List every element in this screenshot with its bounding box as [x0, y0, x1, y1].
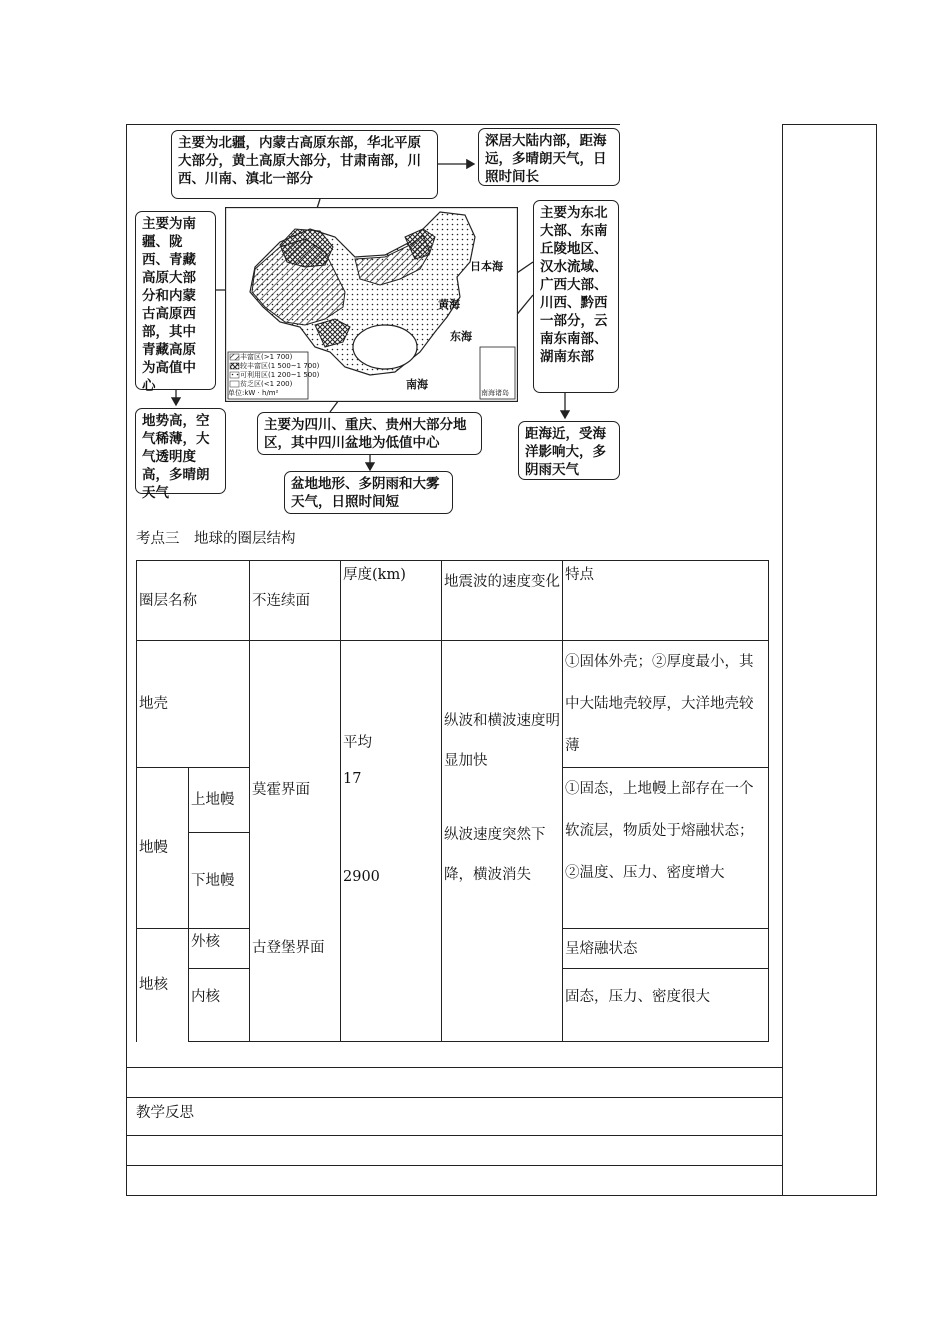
legend-item-usable: 可利用区(1 200~1 500) [240, 371, 320, 379]
wave-change-moho: 纵波和横波速度明显加快 [444, 713, 560, 769]
outer-core-feature: 呈熔融状态 [563, 929, 769, 969]
crust-feature: ①固体外壳；②厚度最小，其中大陆地壳较厚，大洋地壳较薄 [563, 641, 769, 768]
header-discontinuity: 不连续面 [250, 561, 341, 641]
box-right-region: 主要为东北大部、东南丘陵地区、汉水流域、广西大部、川西、黔西一部分，云南东南部、湖南东部 [533, 200, 619, 393]
header-wave-change: 地震波的速度变化 [442, 561, 563, 641]
moho-surface: 莫霍界面 [252, 782, 310, 798]
core-name: 地核 [137, 929, 189, 1042]
inner-core: 内核 [189, 969, 250, 1042]
legend-item-fairly-rich: 较丰富区(1 500~1 700) [240, 362, 320, 370]
discontinuity-column [250, 641, 341, 1042]
crust-name: 地壳 [137, 641, 250, 768]
box-bottom-region: 主要为四川、重庆、贵州大部分地区，其中四川盆地为低值中心 [257, 412, 482, 455]
box-left-region: 主要为南疆、陇西、青藏高原大部分和内蒙古高原西部，其中青藏高原为高值中心 [135, 211, 216, 390]
wave-change-gutenberg: 纵波速度突然下降，横波消失 [444, 827, 546, 883]
thickness-average-label: 平均 [343, 735, 372, 751]
mantle-name: 地幔 [137, 768, 189, 929]
box-top-region: 主要为北疆，内蒙古高原东部，华北平原大部分，黄土高原大部分，甘肃南部，川西、川南、滇北一部分 [171, 130, 438, 199]
thickness-column [341, 641, 442, 1042]
teaching-reflection-label: 教学反思 [136, 1105, 194, 1121]
frame-row-line-3 [126, 1135, 783, 1136]
legend-unit: 单位:kW · h/m² [228, 389, 279, 397]
header-feature: 特点 [563, 561, 769, 641]
inner-core-feature: 固态，压力、密度很大 [563, 969, 769, 1042]
upper-mantle: 上地幔 [189, 768, 250, 833]
legend-item-rich: 丰富区(>1 700) [240, 353, 293, 361]
outer-core: 外核 [189, 929, 250, 969]
mantle-feature: ①固态，上地幔上部存在一个软流层，物质处于熔融状态；②温度、压力、密度增大 [563, 768, 769, 929]
box-right-reason: 距海近，受海洋影响大，多阴雨天气 [518, 421, 620, 480]
header-thickness: 厚度(km) [341, 561, 442, 641]
box-top-right-reason: 深居大陆内部，距海远，多晴朗天气，日照时间长 [478, 128, 620, 186]
box-left-reason: 地势高，空气稀薄，大气透明度高，多晴朗天气 [135, 408, 226, 494]
gutenberg-surface: 古登堡界面 [252, 940, 325, 956]
frame-bottom-border [126, 1195, 877, 1196]
map-label-south-sea: 南海 [406, 378, 428, 391]
earth-layer-table [136, 560, 769, 1042]
header-layer-name: 圈层名称 [137, 561, 250, 641]
section-title: 考点三 地球的圈层结构 [136, 531, 296, 547]
thickness-average-value: 17 [343, 771, 362, 787]
map-label-sea-of-japan: 日本海 [470, 260, 503, 273]
thickness-2900: 2900 [343, 869, 380, 885]
map-label-east-sea: 东海 [450, 330, 472, 343]
frame-row-line-4 [126, 1165, 783, 1166]
map-legend [228, 353, 320, 398]
box-bottom-reason: 盆地地形、多阴雨和大雾天气，日照时间短 [284, 471, 453, 514]
wave-column [442, 641, 563, 1042]
map-label-yellow-sea: 黄海 [438, 298, 460, 311]
frame-row-line-2 [126, 1097, 783, 1098]
map-label-inset: 南海诸岛 [481, 389, 509, 397]
frame-row-line-1 [126, 1067, 783, 1068]
legend-item-poor: 贫乏区(<1 200) [240, 380, 293, 388]
lower-mantle: 下地幔 [189, 833, 250, 929]
